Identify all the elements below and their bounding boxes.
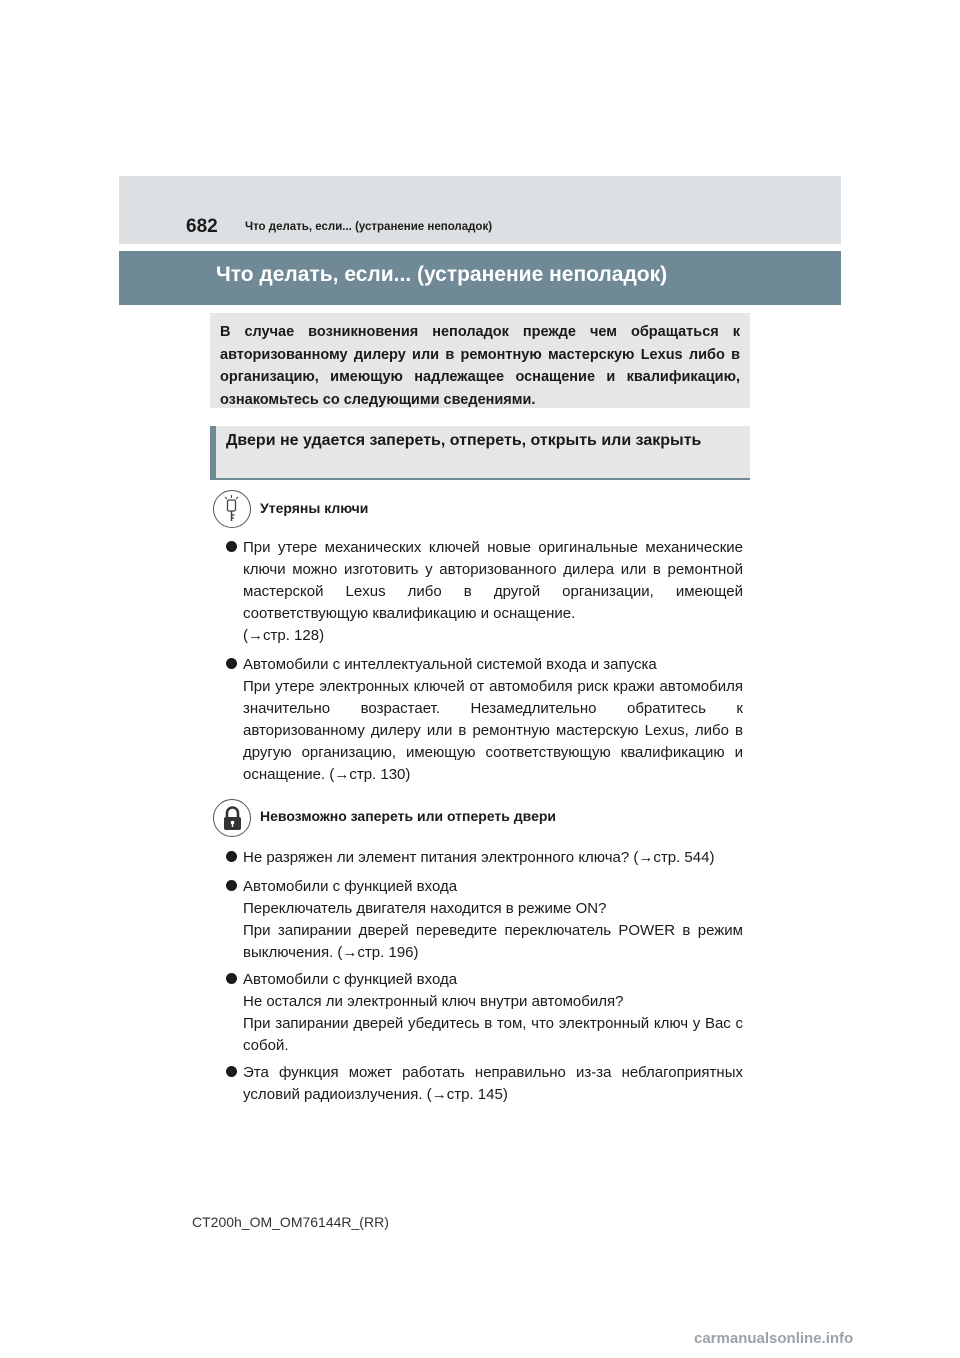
bullet-icon (226, 541, 237, 552)
page-reference: (→стр. 128) (243, 627, 325, 644)
running-header: Что делать, если... (устранение неполадок) (245, 221, 493, 233)
bullet-icon (226, 973, 237, 984)
lock-item-2-title: Автомобили с функцией входа (243, 878, 458, 895)
topic-heading: Двери не удается запереть, отпереть, открыть или закрыть (226, 432, 702, 449)
bullet-icon (226, 880, 237, 891)
lock-item-2-answer: При запирании дверей переведите переключатель POWER в режим выключения. (→стр. 196) (243, 922, 743, 961)
bullet-icon (226, 1066, 237, 1077)
header-band (119, 176, 841, 244)
document-code: CT200h_OM_OM76144R_(RR) (192, 1214, 389, 1230)
lock-item-4: Эта функция может работать неправильно из-за неблагоприятных условий радиоизлучения. (→стр. 145) (243, 1064, 743, 1103)
lock-item-3-question: Не остался ли электронный ключ внутри автомобиля? (243, 993, 624, 1010)
list-item (226, 654, 743, 786)
bullet-icon (226, 658, 237, 669)
list-item (226, 847, 743, 869)
padlock-icon (213, 799, 251, 837)
page-number: 682 (186, 216, 218, 237)
list-item (226, 537, 743, 647)
topic-heading-box (210, 426, 750, 480)
intro-box (210, 313, 750, 408)
lost-keys-heading: Утеряны ключи (260, 500, 369, 516)
lost-keys-item-2-text: При утере электронных ключей от автомобиля риск кражи автомобиля значительно возрастает. Незамедлительно обратитесь к авторизованному дилеру или в ремонтную мастерскую Lexus, либо в другую организацию, имеющую соответствующую квалификацию и оснащение. (→стр. 130) (243, 678, 743, 783)
list-item (226, 876, 743, 964)
lock-item-1: Не разряжен ли элемент питания электронного ключа? (→стр. 544) (243, 849, 715, 866)
lock-item-3-answer: При запирании дверей убедитесь в том, что электронный ключ у Вас с собой. (243, 1015, 743, 1054)
bullet-icon (226, 851, 237, 862)
lock-item-3-title: Автомобили с функцией входа (243, 971, 458, 988)
lost-keys-item-2-title: Автомобили с интеллектуальной системой входа и запуска (243, 656, 657, 673)
section-title: Что делать, если... (устранение неполадок) (216, 263, 668, 286)
lock-unlock-heading: Невозможно запереть или отпереть двери (260, 808, 557, 824)
watermark: carmanualsonline.info (694, 1330, 854, 1347)
lost-keys-item-1: При утере механических ключей новые оригинальные механические ключи можно изготовить у авторизованного дилера или в ремонтной мастерской Lexus либо в другой организации, имеющей соответствующую квалификацию и оснащение. (243, 539, 743, 622)
key-icon (213, 490, 251, 528)
lock-item-2-question: Переключатель двигателя находится в режиме ON? (243, 900, 607, 917)
list-item (226, 1062, 743, 1106)
intro-text: В случае возникновения неполадок прежде чем обращаться к авторизованному дилеру или в ремонтную мастерскую Lexus либо в организацию, имеющую надлежащее оснащение и квалификацию, ознакомьтесь со следующими сведениями. (220, 324, 740, 408)
list-item (226, 969, 743, 1057)
